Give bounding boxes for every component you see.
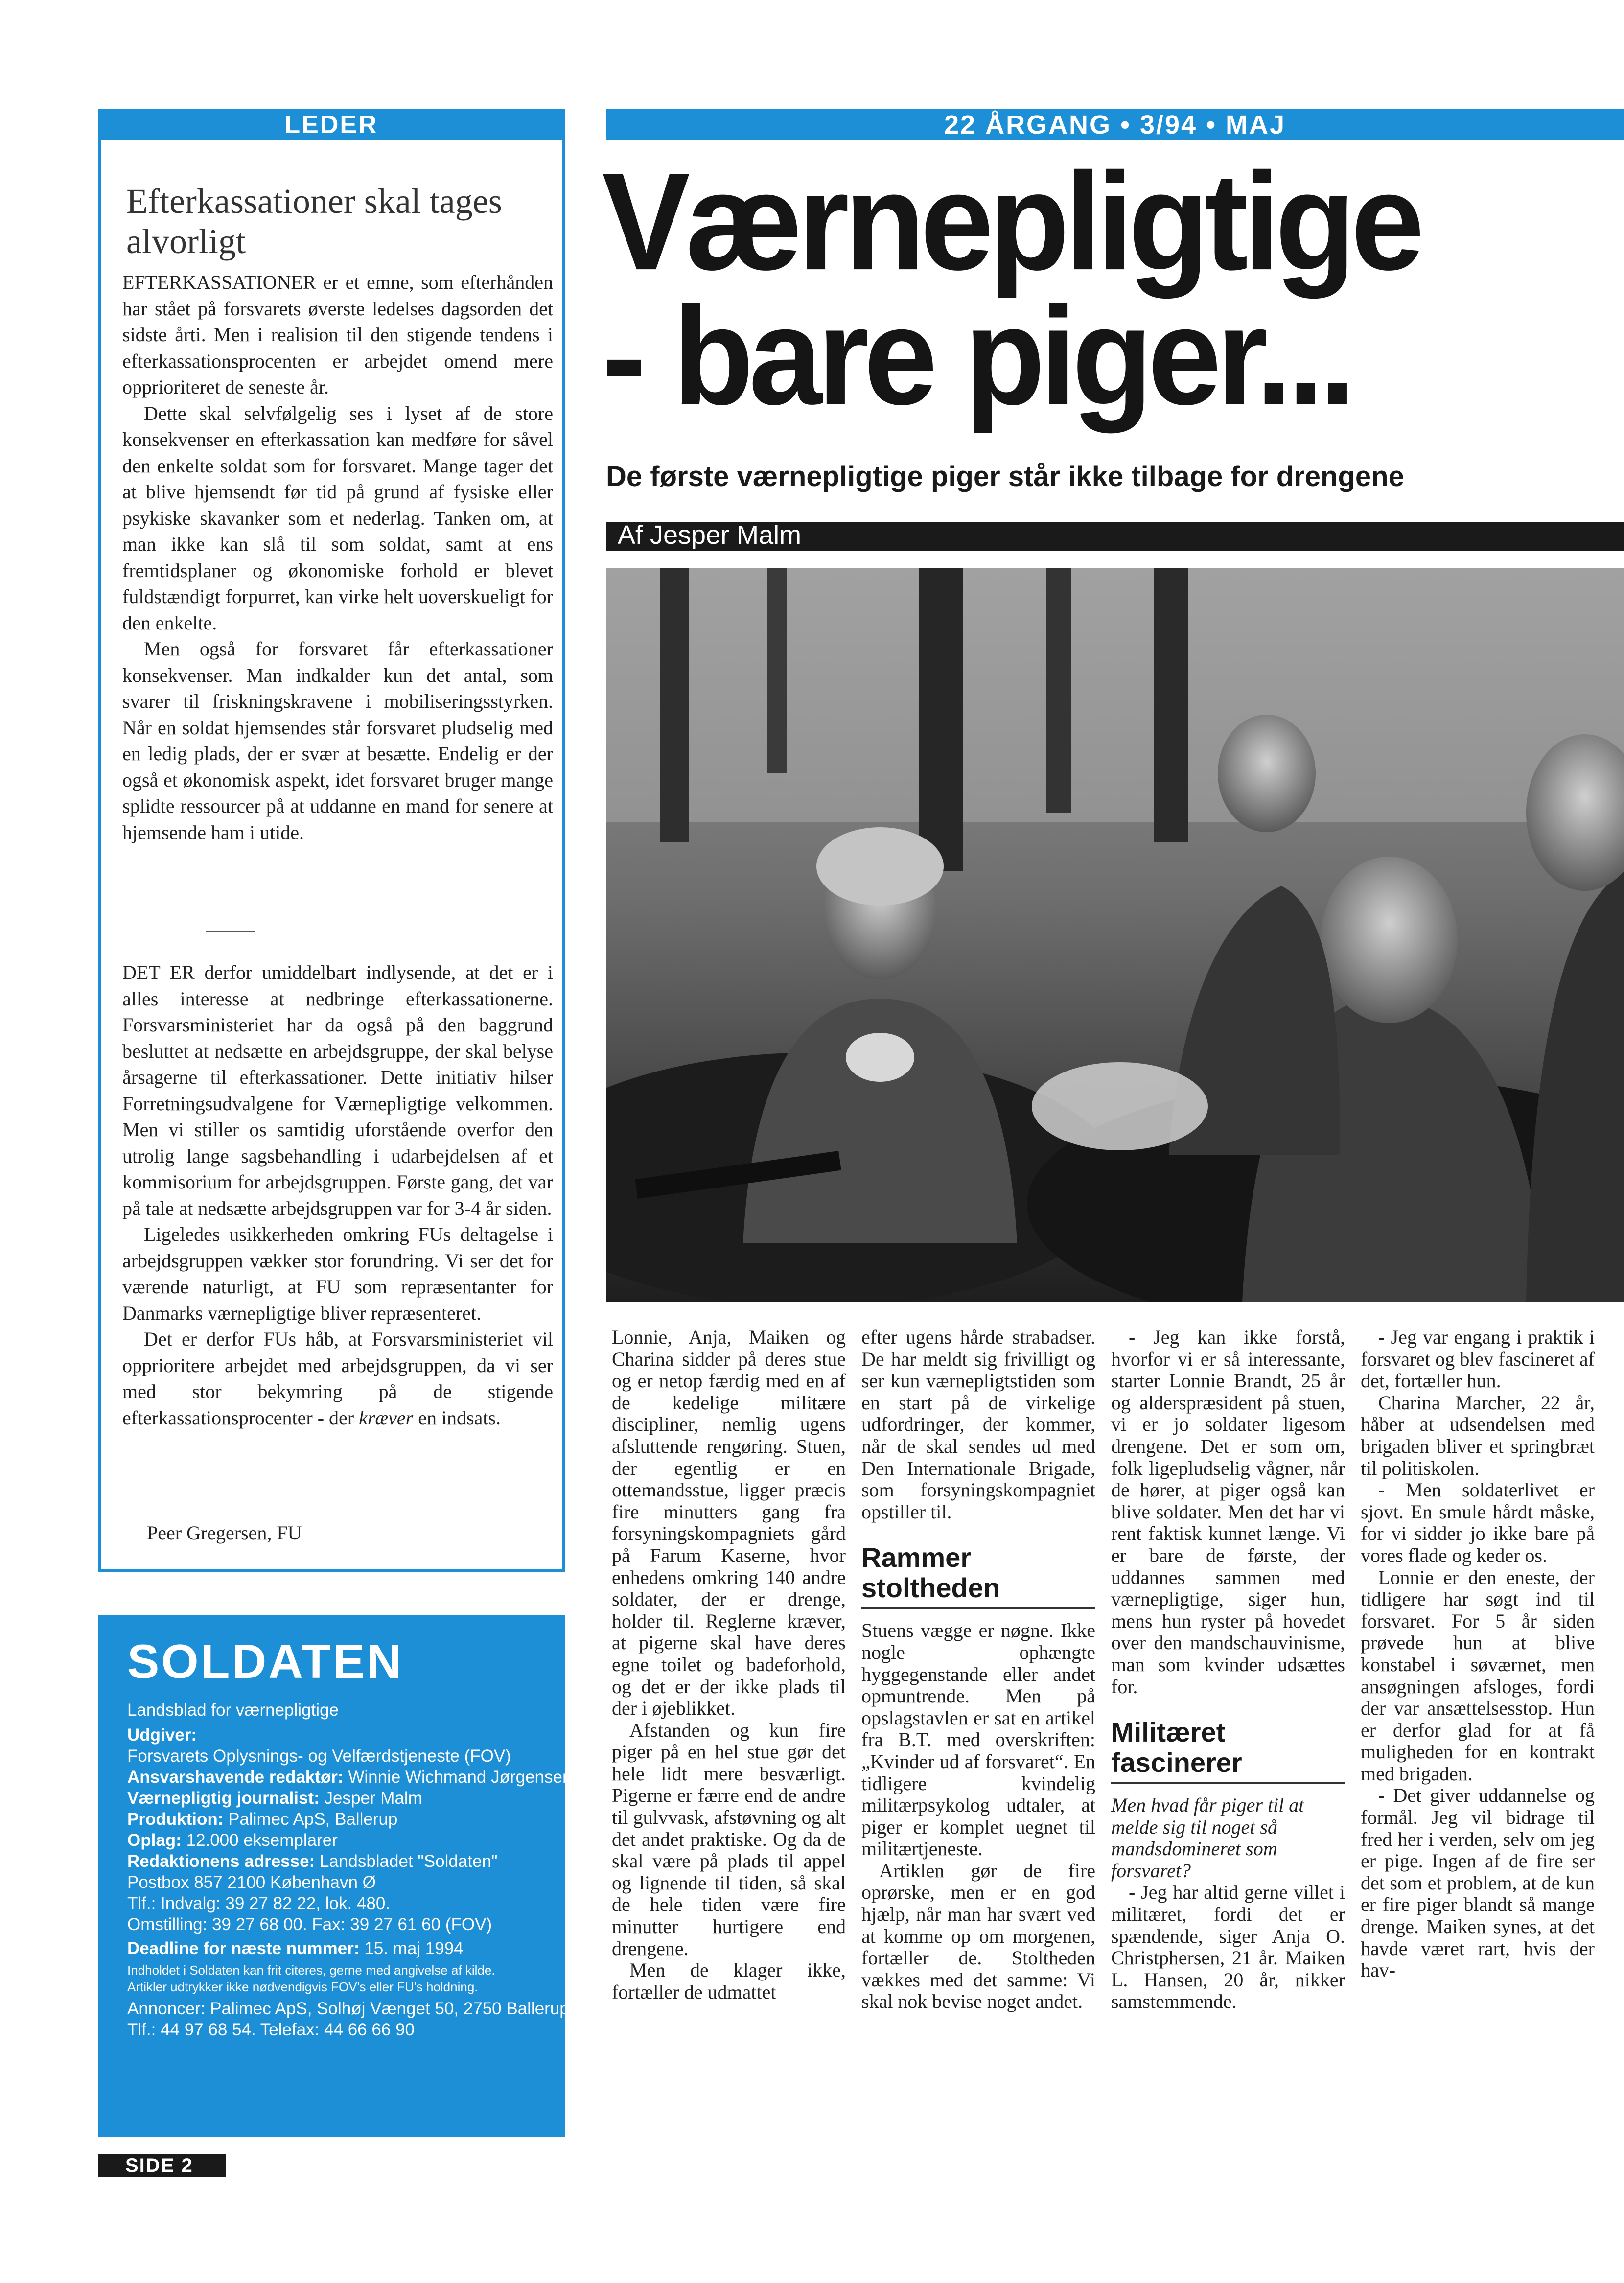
leder-paragraph: en indsats. bbox=[413, 1406, 501, 1429]
article-paragraph: Artiklen gør de fire oprørske, men er en god hjælp, når man har svært ved at komme op om morgenen, fortæller de. Stoltheden vækkes med det samme: Vi skal nok bevise noget andet. bbox=[861, 1859, 1095, 2013]
leder-paragraph: Det er derfor FUs håb, at Forsvarsministeriet vil opprioritere arbejdet med arbejdsgruppen, da vi ser med stor bekymring på de stigende efterkassationsprocenter - der bbox=[122, 1328, 553, 1429]
article-column-1 bbox=[612, 1327, 846, 2003]
masthead-label: Udgiver: bbox=[127, 1725, 197, 1745]
article-paragraph: - Jeg har altid gerne villet i militæret, fordi det er spændende, siger Anja O. Christphersen, 21 år. Maiken L. Hansen, 20 år, nikker samstemmende. bbox=[1111, 1881, 1345, 2013]
masthead-value: Omstilling: 39 27 68 00. Fax: 39 27 61 60 (FOV) bbox=[127, 1915, 492, 1934]
article-column-3 bbox=[1111, 1327, 1345, 2013]
masthead-title: SOLDATEN bbox=[127, 1634, 403, 1688]
masthead-label: Redaktionens adresse: bbox=[127, 1852, 315, 1871]
leder-lead-word: DET ER bbox=[122, 961, 195, 983]
article-paragraph: Lonnie er den eneste, der tidligere har søgt ind til forsvaret. For 5 år siden prøvede hun at blive konstabel i søværnet, men ansøgningen afsloges, fordi der var ansættelsesstop. Hun er derfor glad for at få muligheden for en kontrakt med brigaden. bbox=[1361, 1566, 1595, 1785]
masthead-box bbox=[98, 1615, 572, 2137]
section-heading: Rammer stoltheden bbox=[861, 1542, 1095, 1609]
article-paragraph: efter ugens hårde strabadser. De har meldt sig frivilligt og ser kun værnepligtstiden som en start på de virkelige udfordringer, der kommer, når de skal sendes ud med Den Internationale Brigade, som forsyningskompagniet opstiller til. bbox=[861, 1326, 1095, 1523]
headline bbox=[602, 144, 1624, 434]
leder-body-part2 bbox=[122, 959, 553, 1431]
section-heading: Militæret fascinerer bbox=[1111, 1717, 1345, 1784]
byline: Af Jesper Malm bbox=[618, 520, 802, 550]
masthead-value: Jesper Malm bbox=[324, 1789, 422, 1808]
masthead-value: Annoncer: Palimec ApS, Solhøj Vænget 50, 2750 Ballerup bbox=[127, 1999, 569, 2018]
leder-paragraph: derfor umiddelbart indlysende, at det er i alles interesse at nedbringe efterkassationerne. Forsvarsministeriet har da også på den baggrund besluttet at nedsætte en arbejdsgruppe, der skal belyse årsagerne til efterkassationer. Dette initiativ hilser Forretningsudvalgene for Værnepligtige velkommen. Men vi stiller os samtidig uforstående overfor den utrolig lange sagsbehandling i udarbejdelsen af et kommisorium for arbejdsgruppen. Første gang, det var på tale at nedsætte arbejdsgruppen var for 3-4 år siden. bbox=[122, 961, 553, 1219]
soldiers-photo-image bbox=[606, 568, 1624, 1302]
section-intro: Men hvad får piger til at melde sig til noget så mandsdomineret som forsvaret? bbox=[1111, 1794, 1304, 1882]
masthead-subtitle: Landsblad for værnepligtige bbox=[127, 1701, 339, 1720]
masthead-label: Oplag: bbox=[127, 1831, 182, 1850]
article-paragraph: - Jeg kan ikke forstå, hvorfor vi er så interessante, starter Lonnie Brandt, 25 år og alderspræsident på stuen, vi er jo soldater ligesom drengene. Det er som om, folk ligepludselig vågner, når de hører, at piger også kan blive soldater. Men det har vi rent faktisk kunnet længe. Vi er bare de første, der uddannes sammen med værnepligtige, siger hun, mens hun ryster på hovedet over den mandschauvinisme, man som kvinder udsættes for. bbox=[1111, 1326, 1345, 1698]
article-paragraph: Charina Marcher, 22 år, håber at udsendelsen med brigaden bliver et springbræt til politiskolen. bbox=[1361, 1391, 1595, 1479]
article-photo bbox=[606, 568, 1624, 1302]
leder-signature: Peer Gregersen, FU bbox=[147, 1522, 302, 1544]
headline-line: - bare piger... bbox=[602, 279, 1351, 434]
masthead-value: Palimec ApS, Ballerup bbox=[228, 1810, 398, 1829]
leder-paragraph: Ligeledes usikkerheden omkring FUs deltagelse i arbejdsgruppen vækker stor forundring. Vi ser det for værende naturligt, at FU som repræsentanter for Danmarks værnepligtige bliver repræsenteret. bbox=[122, 1223, 553, 1324]
leder-paragraph: Dette skal selvfølgelig ses i lyset af de store konsekvenser en efterkassation kan medføre for såvel den enkelte soldat som for forsvaret. Mange tager det at blive hjemsendt før tid på grund af fysiske eller psykiske skavanker som et nederlag. Tanken om, at man ikke kan slå til som soldat, samt at ens fremtidsplaner og økonomiske forhold er blevet fuldstændigt forpurret, kan virke helt uoverskueligt for den enkelte. bbox=[122, 402, 553, 634]
subheadline: De første værnepligtige piger står ikke tilbage for drengene bbox=[606, 461, 1404, 492]
page-number-label: SIDE 2 bbox=[98, 2154, 226, 2177]
leder-body-part1 bbox=[122, 269, 553, 845]
masthead-note: Artikler udtrykker ikke nødvendigvis FOV's eller FU's holdning. bbox=[127, 1980, 478, 1994]
masthead-value: Tlf.: 44 97 68 54. Telefax: 44 66 66 90 bbox=[127, 2020, 415, 2039]
masthead-label: Produktion: bbox=[127, 1810, 224, 1829]
headline-line: Værnepligtige bbox=[602, 144, 1420, 300]
article-paragraph: - Men soldaterlivet er sjovt. En smule hårdt måske, for vi sidder jo ikke bare på vores flade og keder os. bbox=[1361, 1479, 1595, 1566]
article-paragraph: - Det giver uddannelse og formål. Jeg vil bidrage til fred her i verden, selv om jeg er pige. Ingen af de fire ser det som et problem, at de kun er fire piger blandt så mange drenge. Maiken synes, at det havde været rart, hvis der hav- bbox=[1361, 1784, 1595, 1981]
article-paragraph: - Jeg var engang i praktik i forsvaret og blev fascineret af det, fortæller hun. bbox=[1361, 1326, 1595, 1392]
leder-paragraph: Men også for forsvaret får efterkassationer konsekvenser. Man indkalder kun det antal, som svarer til friskningskravene i mobiliseringsstyrken. Når en soldat hjemsendes står forsvaret pludselig med en ledig plads, der er svær at besætte. Endelig er der også et økonomisk aspekt, idet forsvaret bruger mange splidte ressourcer på at uddanne en mand for senere at hjemsende ham i utide. bbox=[122, 638, 553, 843]
leder-paragraph: er et emne, som efterhånden har stået på forsvarets øverste ledelses dagsorden det sidste årti. Men i realision til den stigende tendens i efterkassationsprocenten er arbejdet omend mere opprioriteret de seneste år. bbox=[122, 271, 553, 398]
masthead-note: Indholdet i Soldaten kan frit citeres, gerne med angivelse af kilde. bbox=[127, 1963, 495, 1978]
article-paragraph: Lonnie, Anja, Maiken og Charina sidder på deres stue og er netop færdig med en af de kedelige militære discipliner, nemlig ugens afsluttende rengøring. Stuen, der egentlig er en ottemandsstue, ligger præcis fire minutters gang fra forsyningskompagniets gård på Farum Kaserne, hvor enhedens omkring 140 andre soldater, der er drenge, holder til. Reglerne kræver, at pigerne skal have deres egne toilet og badeforhold, og det er der ikke plads til der i øjeblikket. bbox=[612, 1326, 846, 1720]
masthead-value: 15. maj 1994 bbox=[364, 1939, 464, 1958]
masthead-label: Deadline for næste nummer: bbox=[127, 1939, 360, 1958]
leder-header: LEDER bbox=[98, 109, 565, 140]
leder-title: Efterkassationer skal tages alvorligt bbox=[126, 182, 502, 261]
masthead-value: Winnie Wichmand Jørgensen bbox=[348, 1768, 572, 1787]
masthead-value: Landsbladet "Soldaten" bbox=[319, 1852, 498, 1871]
article-column-2 bbox=[861, 1327, 1095, 2013]
article-paragraph: Afstanden og kun fire piger på en hel stue gør det hele lidt mere besværligt. Pigerne er færre end de andre til gulvvask, afstøvning og alt det andet praktiske. Og da de skal være på plads til appel og lignende til tiden, så skal de hele tiden være fire minutter hurtigere end drengene. bbox=[612, 1719, 846, 1959]
masthead-label: Værnepligtig journalist: bbox=[127, 1789, 320, 1808]
article-paragraph: Stuens vægge er nøgne. Ikke nogle ophængte hyggegenstande eller andet opmuntrende. Men på opslagstavlen er sat en artikel fra B.T. med overskriften: „Kvinder ud af forsvaret“. En tidligere kvindelig militærpsykolog udtaler, at piger er komplet uegnet til militærtjeneste. bbox=[861, 1619, 1095, 1860]
masthead-value: Tlf.: Indvalg: 39 27 82 22, lok. 480. bbox=[127, 1894, 391, 1913]
masthead-value: Postbox 857 2100 København Ø bbox=[127, 1873, 376, 1892]
leder-divider bbox=[206, 931, 255, 932]
issue-header: 22 ÅRGANG • 3/94 • MAJ bbox=[606, 109, 1624, 140]
leder-emphasis: kræver bbox=[359, 1406, 414, 1429]
masthead-value: Forsvarets Oplysnings- og Velfærdstjeneste (FOV) bbox=[127, 1747, 511, 1766]
masthead-value: 12.000 eksemplarer bbox=[186, 1831, 338, 1850]
masthead-label: Ansvarshavende redaktør: bbox=[127, 1768, 344, 1787]
article-column-4 bbox=[1361, 1327, 1595, 1981]
leder-lead-word: EFTERKASSATIONER bbox=[122, 271, 316, 293]
article-paragraph: Men de klager ikke, fortæller de udmattet bbox=[612, 1959, 846, 2003]
